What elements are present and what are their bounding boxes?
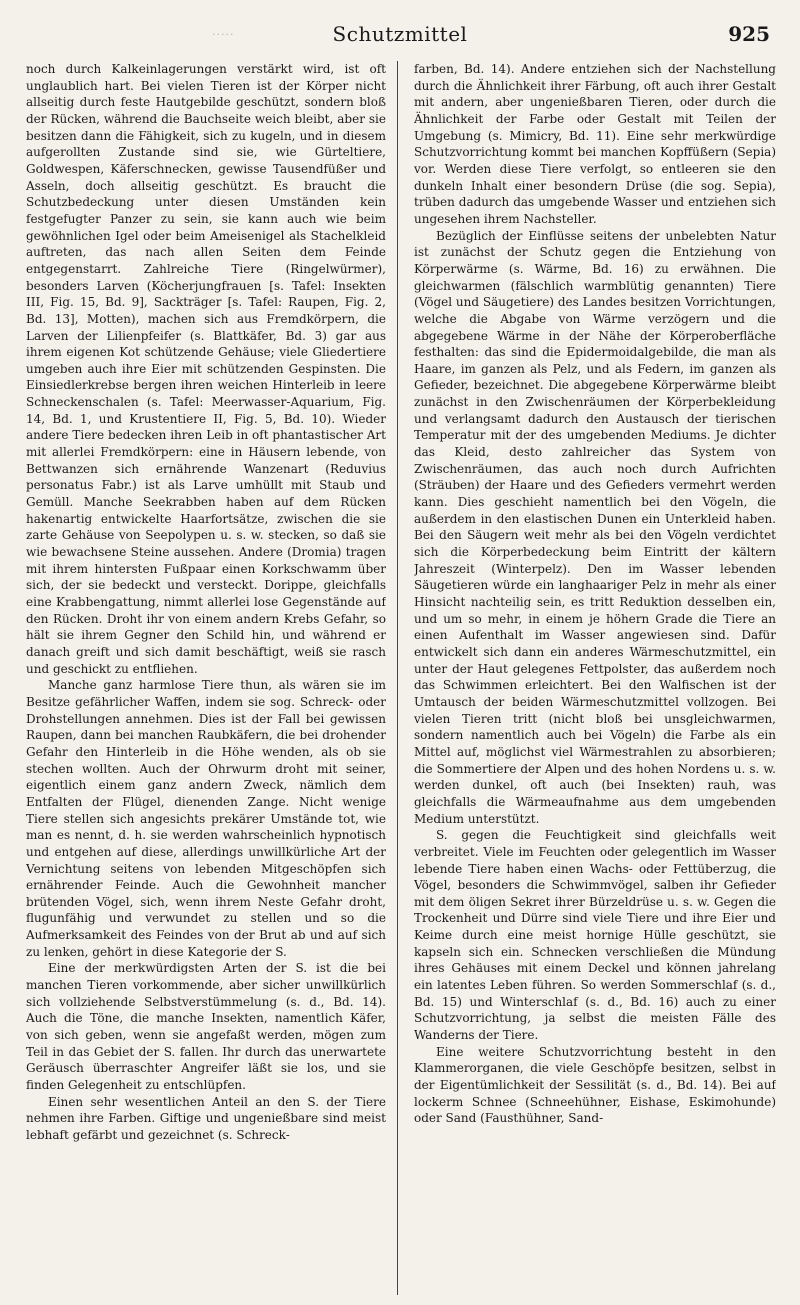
- page-title: Schutzmittel: [332, 22, 468, 46]
- page-header: [0, 0, 800, 48]
- paragraph: Bezüglich der Einflüsse seitens der unbelebten Natur ist zunächst der Schutz gegen die Entziehung von Körperwärme (s. Wärme, Bd. 16) zu erwähnen. Die gleichwarmen (fälschlich warmblütig genannten) Tiere (Vögel und Säugetiere) des Landes besitzen Vorrichtungen, welche die Abgabe von Wärme verzögern und die abgegebene Wärme in der Nähe der Körperoberfläche festhalten: das sind die Epidermoidalgebilde, die man als Haare, im ganzen als Pelz, und als Federn, im ganzen als Gefieder, bezeichnet. Die abgegebene Körperwärme bleibt zunächst in den Zwischenräumen der Körperbekleidung und verlangsamt dadurch den Austausch der tierischen Temperatur mit der des umgebenden Mediums. Je dichter das Kleid, desto zahlreicher das System von Zwischenräumen, das auch noch durch Aufrichten (Sträuben) der Haare und des Gefieders vermehrt werden kann. Dies geschieht namentlich bei den Vögeln, die außerdem in den elastischen Dunen ein Unterkleid haben. Bei den Säugern weit mehr als bei den Vögeln verdichtet sich die Körperbedeckung beim Eintritt der kältern Jahreszeit (Winterpelz). Den im Wasser lebenden Säugetieren würde ein langhaariger Pelz in mehr als einer Hinsicht nachteilig sein, es tritt Reduktion desselben ein, und um so mehr, in einem je höhern Grade die Tiere an einen Aufenthalt im Wasser angewiesen sind. Dafür entwickelt sich dann ein anderes Wärmeschutzmittel, ein unter der Haut gelegenes Fettpolster, das außerdem noch das Schwimmen erleichtert. Bei den Walfischen ist der Umtausch der beiden Wärmeschutzmittel vollzogen. Bei vielen Tieren tritt (nicht bloß bei unsgleichwarmen, sondern namentlich auch bei Vögeln) die Farbe als ein Mittel auf, möglichst viel Wärmestrahlen zu absorbieren; die Sommertiere der Alpen und des hohen Nordens u. s. w. werden dunkel, oft auch (bei Insekten) rauh, was gleichfalls die Wärmeaufnahme aus dem umgebenden Medium unterstützt.: [414, 228, 776, 826]
- paragraph: noch durch Kalkeinlagerungen verstärkt wird, ist oft unglaublich hart. Bei vielen Tieren ist der Körper nicht allseitig durch feste Hautgebilde geschützt, sondern bloß der Rücken, während die Bauchseite weich bleibt, aber sie besitzen dann die Fähigkeit, sich zu kugeln, und in diesem aufgerollten Zustande sind sie, wie Gürteltiere, Goldwespen, Käferschnecken, gewisse Tausendfüßer und Asseln, doch allseitig geschützt. Es braucht die Schutzbedeckung unter diesen Umständen kein festgefugter Panzer zu sein, sie kann auch wie beim gewöhnlichen Igel oder beim Ameisenigel als Stachelkleid auftreten, das nach allen Seiten dem Feinde entgegenstarrt. Zahlreiche Tiere (Ringelwürmer), besonders Larven (Köcherjungfrauen [s. Tafel: Insekten III, Fig. 15, Bd. 9], Sackträger [s. Tafel: Raupen, Fig. 2, Bd. 13], Motten), machen sich aus Fremdkörpern, die Larven der Lilienpfeifer (s. Blattkäfer, Bd. 3) gar aus ihrem eigenen Kot schützende Gehäuse; viele Gliedertiere umgeben auch ihre Eier mit schützenden Gespinsten. Die Einsiedlerkrebse bergen ihren weichen Hinterleib in leere Schneckenschalen (s. Tafel: Meerwasser-Aquarium, Fig. 14, Bd. 1, und Krustentiere II, Fig. 5, Bd. 10). Wieder andere Tiere bedecken ihren Leib in oft phantastischer Art mit allerlei Fremdkörpern: eine in Häusern lebende, von Bettwanzen sich ernährende Wanzenart (Reduvius personatus Fabr.) ist als Larve umhüllt mit Staub und Gemüll. Manche Seekrabben haben auf dem Rücken hakenartig entwickelte Haarfortsätze, zwischen die sie zarte Gehäuse von Seepolypen u. s. w. stecken, so daß sie wie bewachsene Steine aussehen. Andere (Dromia) tragen mit ihrem hintersten Fußpaar einen Korkschwamm über sich, der sie bedeckt und versteckt. Dorippe, gleichfalls eine Krabbengattung, nimmt allerlei lose Gegenstände auf den Rücken. Droht ihr von einem andern Krebs Gefahr, so hält sie ihrem Gegner den Schild hin, und während er danach greift und sich damit beschäftigt, weiß sie rasch und geschickt zu entfliehen.: [26, 62, 386, 676]
- paragraph: Einen sehr wesentlichen Anteil an den S. der Tiere nehmen ihre Farben. Giftige und ungenießbare sind meist lebhaft gefärbt und gezeichnet (s. Schreck-: [26, 1094, 386, 1142]
- paragraph: Manche ganz harmlose Tiere thun, als wären sie im Besitze gefährlicher Waffen, indem sie sog. Schreck- oder Drohstellungen annehmen. Dies ist der Fall bei gewissen Raupen, dann bei manchen Raubkäfern, die bei drohender Gefahr den Hinterleib in die Höhe wenden, als ob sie stechen wollten. Auch der Ohrwurm droht mit seiner, eigentlich einem ganz andern Zweck, nämlich dem Entfalten der Flügel, dienenden Zange. Nicht wenige Tiere stellen sich angesichts prekärer Umstände tot, wie man es nennt, d. h. sie werden wahrscheinlich hypnotisch und entgehen auf diese, allerdings unwillkürliche Art der Vernichtung seitens von lebenden Mitgeschöpfen sich ernährender Feinde. Auch die Gewohnheit mancher brütenden Vögel, sich, wenn ihrem Neste Gefahr droht, flugunfähig und verwundet zu stellen und so die Aufmerksamkeit des Feindes von der Brut ab und auf sich zu lenken, gehört in diese Kategorie der S.: [26, 678, 386, 959]
- paragraph: Eine weitere Schutzvorrichtung besteht in den Klammerorganen, die viele Geschöpfe besitzen, selbst in der Eigentümlichkeit der Sessilität (s. d., Bd. 14). Bei auf lockerm Schnee (Schneehühner, Eishase, Eskimohunde) oder Sand (Fausthühner, Sand-: [414, 1044, 776, 1126]
- column-divider: [397, 61, 398, 1295]
- right-column: [414, 61, 776, 1297]
- paragraph: S. gegen die Feuchtigkeit sind gleichfalls weit verbreitet. Viele im Feuchten oder gelegentlich im Wasser lebende Tiere haben einen Wachs- oder Fettüberzug, die Vögel, besonders die Schwimmvögel, salben ihr Gefieder mit dem öligen Sekret ihrer Bürzeldrüse u. s. w. Gegen die Trockenheit und Dürre sind viele Tiere und ihre Eier und Keime durch eine meist hornige Hülle geschützt, sie kapseln sich ein. Schnecken verschließen die Mündung ihres Gehäuses mit einem Deckel und können jahrelang ein latentes Leben führen. So werden Sommerschlaf (s. d., Bd. 15) und Winterschlaf (s. d., Bd. 16) auch zu einer Schutzvorrichtung, ja selbst die meisten Fälle des Wanderns der Tiere.: [414, 828, 776, 1043]
- left-column: [26, 61, 386, 1297]
- faint-stamp: ·····: [212, 28, 235, 41]
- paragraph: Eine der merkwürdigsten Arten der S. ist die bei manchen Tieren vorkommende, aber sicher unwillkürlich sich vollziehende Selbstverstümmelung (s. d., Bd. 14). Auch die Töne, die manche Insekten, namentlich Käfer, von sich geben, wenn sie angefaßt werden, mögen zum Teil in das Gebiet der S. fallen. Ihr durch das unerwartete Geräusch überraschter Angreifer läßt sie los, und sie finden Gelegenheit zu entschlüpfen.: [26, 961, 386, 1093]
- page-number: 925: [728, 22, 770, 46]
- paragraph: farben, Bd. 14). Andere entziehen sich der Nachstellung durch die Ähnlichkeit ihrer Färbung, oft auch ihrer Gestalt mit andern, aber ungenießbaren Tieren, oder durch die Ähnlichkeit der Farbe oder Gestalt mit Teilen der Umgebung (s. Mimicry, Bd. 11). Eine sehr merkwürdige Schutzvorrichtung kommt bei manchen Kopffüßern (Sepia) vor. Werden diese Tiere verfolgt, so entleeren sie den dunkeln Inhalt einer besondern Drüse (die sog. Sepia), trüben dadurch das umgebende Wasser und entziehen sich ungesehen ihrem Nachsteller.: [414, 62, 776, 226]
